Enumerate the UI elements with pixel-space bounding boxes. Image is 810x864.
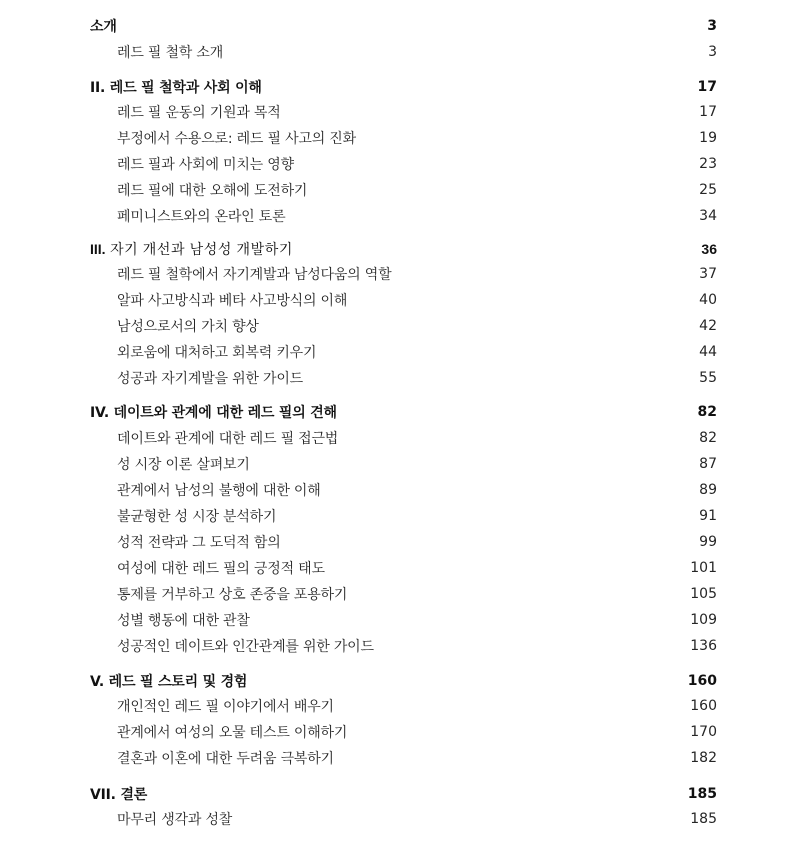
section-page-number: 36 <box>701 241 717 257</box>
item-title: 성별 행동에 대한 관찰 <box>117 613 250 629</box>
item-page-number: 34 <box>699 208 717 224</box>
item-page-number: 89 <box>699 482 717 498</box>
section-title <box>90 239 293 259</box>
section-page-number: 185 <box>687 786 717 802</box>
item-title: 성 시장 이론 살펴보기 <box>117 457 250 473</box>
toc-item[interactable] <box>90 583 717 605</box>
item-title: 레드 필 운동의 기원과 목적 <box>117 105 281 121</box>
toc-item[interactable] <box>90 289 717 311</box>
toc-section-intro[interactable] <box>90 15 717 37</box>
item-title: 외로움에 대처하고 회복력 키우기 <box>117 345 317 361</box>
item-page-number: 170 <box>690 724 717 740</box>
item-page-number: 101 <box>690 560 717 576</box>
item-title: 불균형한 성 시장 분석하기 <box>117 509 277 525</box>
item-page-number: 40 <box>699 292 717 308</box>
item-page-number: 37 <box>699 266 717 282</box>
toc-item[interactable] <box>90 609 717 631</box>
toc-item[interactable] <box>90 479 717 501</box>
item-page-number: 42 <box>699 318 717 334</box>
toc-section-7[interactable] <box>90 783 717 805</box>
section-page-number: 3 <box>707 18 717 34</box>
toc-section-5[interactable] <box>90 670 717 692</box>
toc-item[interactable] <box>90 427 717 449</box>
item-title: 관계에서 여성의 오물 테스트 이해하기 <box>117 725 348 741</box>
item-page-number: 82 <box>699 430 717 446</box>
toc-item[interactable] <box>90 505 717 527</box>
toc-item[interactable] <box>90 721 717 743</box>
item-title: 알파 사고방식과 베타 사고방식의 이해 <box>117 293 348 309</box>
item-title: 레드 필 철학 소개 <box>117 45 224 61</box>
item-page-number: 185 <box>690 811 717 827</box>
item-page-number: 23 <box>699 156 717 172</box>
toc-section-4[interactable] <box>90 401 717 423</box>
item-title: 관계에서 남성의 불행에 대한 이해 <box>117 483 321 499</box>
toc-item[interactable] <box>90 205 717 227</box>
item-page-number: 160 <box>690 698 717 714</box>
item-page-number: 99 <box>699 534 717 550</box>
item-page-number: 55 <box>699 370 717 386</box>
toc-item[interactable] <box>90 315 717 337</box>
toc-item[interactable] <box>90 453 717 475</box>
section-number: III. <box>90 241 106 257</box>
item-page-number: 25 <box>699 182 717 198</box>
toc-item[interactable] <box>90 531 717 553</box>
toc-item[interactable] <box>90 263 717 285</box>
item-title: 데이트와 관계에 대한 레드 필 접근법 <box>117 431 339 447</box>
toc-section-3[interactable] <box>90 238 717 260</box>
item-page-number: 3 <box>708 44 717 60</box>
section-title: II. 레드 필 철학과 사회 이해 <box>90 80 262 96</box>
section-title: 소개 <box>90 19 117 35</box>
toc-section-2[interactable] <box>90 76 717 98</box>
section-title: V. 레드 필 스토리 및 경험 <box>90 674 248 690</box>
item-title: 성공적인 데이트와 인간관계를 위한 가이드 <box>117 639 374 655</box>
item-page-number: 19 <box>699 130 717 146</box>
item-title: 레드 필 철학에서 자기계발과 남성다움의 역할 <box>117 267 392 283</box>
item-page-number: 136 <box>690 638 717 654</box>
section-page-number: 160 <box>687 673 717 689</box>
section-title-text: 자기 개선과 남성성 개발하기 <box>110 241 294 257</box>
item-page-number: 17 <box>699 104 717 120</box>
item-title: 마무리 생각과 성찰 <box>117 812 233 828</box>
toc-item[interactable] <box>90 367 717 389</box>
item-title: 페미니스트와의 온라인 토론 <box>117 209 286 225</box>
section-title: VII. 결론 <box>90 787 148 803</box>
toc-item[interactable] <box>90 153 717 175</box>
item-page-number: 87 <box>699 456 717 472</box>
item-title: 레드 필과 사회에 미치는 영향 <box>117 157 294 173</box>
item-page-number: 182 <box>690 750 717 766</box>
toc-item[interactable] <box>90 557 717 579</box>
item-title: 부정에서 수용으로: 레드 필 사고의 진화 <box>117 131 356 147</box>
toc-item[interactable] <box>90 127 717 149</box>
toc-item[interactable] <box>90 808 717 830</box>
item-title: 개인적인 레드 필 이야기에서 배우기 <box>117 699 334 715</box>
item-page-number: 91 <box>699 508 717 524</box>
item-title: 남성으로서의 가치 향상 <box>117 319 259 335</box>
item-title: 통제를 거부하고 상호 존중을 포용하기 <box>117 587 348 603</box>
toc-item[interactable] <box>90 635 717 657</box>
item-page-number: 109 <box>690 612 717 628</box>
item-page-number: 105 <box>690 586 717 602</box>
toc-item[interactable] <box>90 695 717 717</box>
toc-item[interactable] <box>90 101 717 123</box>
toc-item[interactable] <box>90 341 717 363</box>
item-title: 성공과 자기계발을 위한 가이드 <box>117 371 303 387</box>
toc-item[interactable] <box>90 179 717 201</box>
item-title: 결혼과 이혼에 대한 두려움 극복하기 <box>117 751 334 767</box>
item-page-number: 44 <box>699 344 717 360</box>
section-page-number: 82 <box>697 404 717 420</box>
item-title: 레드 필에 대한 오해에 도전하기 <box>117 183 308 199</box>
section-title: IV. 데이트와 관계에 대한 레드 필의 견해 <box>90 405 337 421</box>
item-title: 성적 전략과 그 도덕적 함의 <box>117 535 281 551</box>
toc-item[interactable] <box>90 41 717 63</box>
toc-item[interactable] <box>90 747 717 769</box>
section-page-number: 17 <box>697 79 717 95</box>
item-title: 여성에 대한 레드 필의 긍정적 태도 <box>117 561 325 577</box>
